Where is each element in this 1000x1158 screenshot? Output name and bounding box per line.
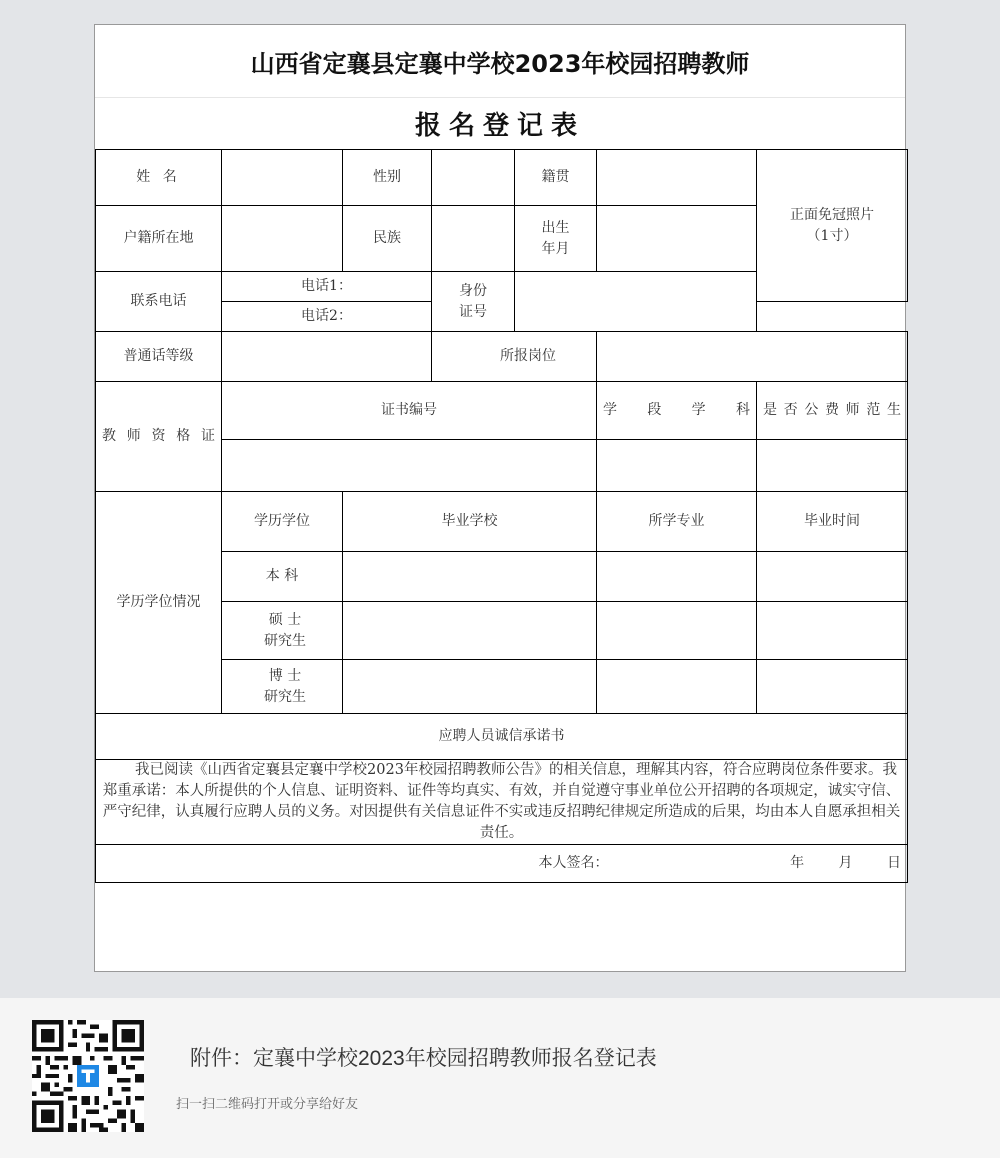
normal-student-label: 是否公费师范生 xyxy=(757,382,908,440)
edu-header-degree: 学历学位 xyxy=(222,492,343,552)
id-label: 身份 证号 xyxy=(432,272,515,332)
edu-header-major: 所学专业 xyxy=(597,492,757,552)
document-subtitle: 报名登记表 xyxy=(414,110,585,141)
edu-row-bachelor: 本 科 xyxy=(222,552,343,602)
signature-label: 本人签名： xyxy=(538,855,609,871)
origin-value xyxy=(597,150,757,206)
edu-row-master: 硕 士 研究生 xyxy=(222,602,343,660)
cert-no-value xyxy=(222,440,597,492)
edu-cell xyxy=(343,552,597,602)
gender-label: 性别 xyxy=(343,150,432,206)
edu-cell xyxy=(597,602,757,660)
share-footer xyxy=(0,998,1000,1158)
position-value xyxy=(597,332,908,382)
edu-row-doctor: 博 士 研究生 xyxy=(222,660,343,714)
stage-subject-value xyxy=(597,440,757,492)
ethnic-value xyxy=(432,206,515,272)
mandarin-value xyxy=(222,332,432,382)
edu-cell xyxy=(757,552,908,602)
name-value xyxy=(222,150,343,206)
household-label: 户籍所在地 xyxy=(96,206,222,272)
share-hint: 扫一扫二维码打开或分享给好友 xyxy=(176,1096,359,1111)
edu-cell xyxy=(343,602,597,660)
registration-form-sheet xyxy=(94,24,906,972)
edu-cell xyxy=(757,660,908,714)
stage-subject-label: 学段学科 xyxy=(597,382,757,440)
origin-label: 籍贯 xyxy=(515,150,597,206)
position-label: 所报岗位 xyxy=(432,332,597,382)
document-title: 山西省定襄县定襄中学校2023年校园招聘教师 xyxy=(95,25,905,98)
sign-day: 日 xyxy=(887,855,901,871)
sign-month: 月 xyxy=(838,855,853,871)
pledge-text: 我已阅读《山西省定襄县定襄中学校2023年校园招聘教师公告》的相关信息，理解其内容，符合应聘岗位条件要求。我郑重承诺：本人所提供的个人信息、证明资料、证件等均真实、有效，并自觉遵守事业单位公开招聘的各项规定，诚实守信、严守纪律，认真履行应聘人员的义务。对因提供有关信息证件不实或违反招聘纪律规定所造成的后果，均由本人自愿承担相关责任。 xyxy=(96,760,908,845)
edu-cell xyxy=(343,660,597,714)
sign-year: 年 xyxy=(790,855,805,871)
qr-code-icon[interactable] xyxy=(32,1020,144,1132)
phone1-field: 电话1： xyxy=(222,272,432,302)
mandarin-label: 普通话等级 xyxy=(96,332,222,382)
edu-cell xyxy=(597,552,757,602)
teacher-cert-label: 教师资格证 xyxy=(96,382,222,492)
education-label: 学历学位情况 xyxy=(96,492,222,714)
edu-cell xyxy=(597,660,757,714)
cert-no-label: 证书编号 xyxy=(222,382,597,440)
edu-cell xyxy=(757,602,908,660)
signature-date xyxy=(760,853,901,874)
pledge-title: 应聘人员诚信承诺书 xyxy=(96,714,908,760)
normal-student-value xyxy=(757,440,908,492)
edu-header-time: 毕业时间 xyxy=(757,492,908,552)
attachment-caption: 附件：定襄中学校2023年校园招聘教师报名登记表 xyxy=(190,1047,657,1070)
birth-label: 出生 年月 xyxy=(515,206,597,272)
name-label: 姓 名 xyxy=(96,150,222,206)
gender-value xyxy=(432,150,515,206)
registration-table xyxy=(95,149,908,883)
photo-box: 正面免冠照片 （1寸） xyxy=(757,150,908,302)
phone2-field: 电话2： xyxy=(222,302,432,332)
contact-label: 联系电话 xyxy=(96,272,222,332)
signature-row xyxy=(96,845,908,883)
household-value xyxy=(222,206,343,272)
edu-header-school: 毕业学校 xyxy=(343,492,597,552)
birth-value xyxy=(597,206,757,272)
ethnic-label: 民族 xyxy=(343,206,432,272)
id-value xyxy=(515,272,757,332)
